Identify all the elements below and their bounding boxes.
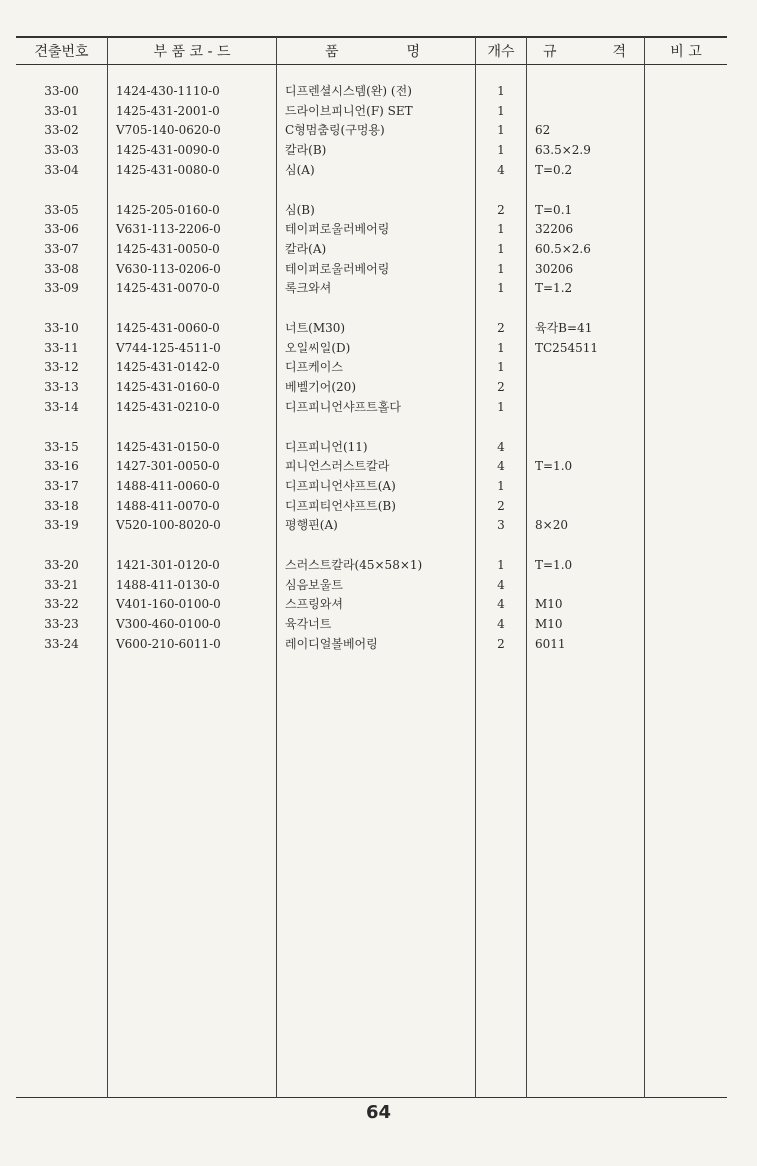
part-number-cell: 33-18 [44,498,79,513]
part-code-cell: 1488-411-0060-0 [116,478,220,493]
part-number-cell: 33-22 [44,597,79,612]
part-name-cell: 레이디얼볼베어링 [285,636,378,651]
part-name-cell: 심(A) [285,162,315,177]
part-name-cell: 육각너트 [285,617,332,632]
quantity-cell: 4 [497,617,505,632]
part-code-cell: 1425-431-0070-0 [116,281,220,296]
spec-cell: TC254511 [535,340,598,355]
part-number-cell: 33-00 [44,84,79,98]
part-code-cell: 1424-430-1110-0 [116,84,220,98]
part-name-cell: 디프피니언(11) [285,439,368,454]
spec-cell: M10 [535,597,563,612]
part-name-cell: 디프피티언샤프트(B) [285,498,396,513]
quantity-cell: 1 [497,478,505,493]
part-name-cell: 피니언스러스트칼라 [285,459,390,474]
spec-cell: 6011 [535,636,566,651]
part-number-cell: 33-05 [44,202,79,217]
part-name-cell: 테이퍼로울러베어링 [285,222,390,237]
header-code [108,38,276,64]
header-spec [527,38,644,64]
spec-cell: 32206 [535,222,574,237]
quantity-cell: 3 [497,518,505,533]
spec-cell: 육각B=41 [535,321,593,335]
spec-cell [535,437,643,457]
part-code-cell: 1425-431-0060-0 [116,321,220,335]
part-code-cell: 1425-431-0210-0 [116,399,220,414]
part-name-cell: 디프피니언샤프트(A) [285,478,396,493]
part-number-cell: 33-04 [44,162,79,177]
quantity-cell: 1 [497,558,505,572]
quantity-cell: 1 [497,143,505,158]
part-number-cell: 33-14 [44,399,79,414]
part-number-cell: 33-13 [44,380,79,395]
spec-cell: 30206 [535,261,574,276]
part-number-cell: 33-12 [44,360,79,375]
spec-cell [535,377,643,397]
spec-cell [535,575,643,595]
header-note [645,38,727,64]
part-name-cell: 베벨기어(20) [285,380,357,395]
part-code-cell: V631-113-2206-0 [116,222,221,237]
column-divider [644,37,645,1098]
part-code-cell: 1425-431-0090-0 [116,143,220,158]
quantity-cell: 4 [497,162,505,177]
part-code-cell: V300-460-0100-0 [116,617,221,632]
spec-cell: 63.5×2.9 [535,143,591,158]
part-number-cell: 33-17 [44,478,79,493]
part-name-cell: 심(B) [285,202,315,217]
quantity-cell: 1 [497,281,505,296]
part-code-cell: 1488-411-0130-0 [116,577,220,592]
quantity-cell: 4 [497,459,505,474]
quantity-cell: 2 [497,202,505,217]
spec-cell [535,101,643,121]
part-number-cell: 33-23 [44,617,79,632]
part-number-cell: 33-16 [44,459,79,474]
quantity-cell: 2 [497,498,505,513]
part-code-cell: 1425-431-0160-0 [116,380,220,395]
part-code-cell: V705-140-0620-0 [116,123,221,138]
part-code-cell: V744-125-4511-0 [116,340,221,355]
part-number-cell: 33-03 [44,143,79,158]
part-code-cell: V401-160-0100-0 [116,597,221,612]
quantity-cell: 1 [497,340,505,355]
part-number-cell: 33-19 [44,518,79,533]
part-name-cell: 스러스트칼라(45×58×1) [285,558,423,572]
part-name-cell: 오일씨일(D) [285,340,351,355]
column-divider [107,37,108,1098]
quantity-cell: 2 [497,380,505,395]
header-qty-label: 개수 [487,44,515,60]
header-spec-left: 규 [543,44,557,60]
part-name-cell: 칼라(A) [285,241,327,256]
spec-cell [535,397,643,417]
part-name-cell: 디프피니언샤프트홀다 [285,399,401,414]
part-name-cell: 드라이브피니언(F) SET [285,103,413,118]
column-divider [526,37,527,1098]
part-code-cell: 1488-411-0070-0 [116,498,220,513]
spec-cell: 60.5×2.6 [535,241,591,256]
part-code-cell: 1425-431-0150-0 [116,439,220,454]
part-name-cell: 록크와셔 [285,281,332,296]
part-number-cell: 33-09 [44,281,79,296]
spec-cell [535,81,643,101]
quantity-cell: 1 [497,123,505,138]
spec-cell: T=1.0 [535,459,573,474]
spec-cell [535,496,643,516]
quantity-cell: 4 [497,439,505,454]
part-code-cell: 1425-431-0050-0 [116,241,220,256]
spec-cell: M10 [535,617,563,632]
part-code-cell: V630-113-0206-0 [116,261,221,276]
header-no [16,38,107,64]
quantity-cell: 1 [497,261,505,276]
part-number-cell: 33-20 [44,558,79,572]
header-name-left: 품 [325,44,339,60]
spec-cell: T=0.2 [535,162,573,177]
header-name [277,38,475,64]
part-code-cell: V520-100-8020-0 [116,518,221,533]
part-number-cell: 33-21 [44,577,79,592]
bottom-rule [16,1097,727,1098]
part-name-cell: 심음보울트 [285,577,343,592]
part-code-cell: 1425-431-2001-0 [116,103,220,118]
header-rule [16,64,727,65]
quantity-cell: 2 [497,636,505,651]
quantity-cell: 1 [497,103,505,118]
part-name-cell: 디프렌셜시스템(완) (전) [285,84,412,98]
part-number-cell: 33-08 [44,261,79,276]
part-code-cell: V600-210-6011-0 [116,636,221,651]
part-name-cell: 평행핀(A) [285,518,338,533]
quantity-cell: 4 [497,597,505,612]
quantity-cell: 1 [497,84,505,98]
part-number-cell: 33-02 [44,123,79,138]
part-code-cell: 1425-205-0160-0 [116,202,220,217]
spec-cell: 62 [535,123,551,138]
part-code-cell: 1427-301-0050-0 [116,459,220,474]
quantity-cell: 4 [497,577,505,592]
part-number-cell: 33-15 [44,439,79,454]
quantity-cell: 1 [497,399,505,414]
part-name-cell: 너트(M30) [285,321,346,335]
column-divider [276,37,277,1098]
part-number-cell: 33-10 [44,321,79,335]
part-code-cell: 1421-301-0120-0 [116,558,220,572]
quantity-cell: 1 [497,241,505,256]
spec-cell [535,357,643,377]
spec-cell: T=1.2 [535,281,573,296]
part-number-cell: 33-11 [44,340,79,355]
page-number: 64 [365,1102,392,1123]
part-name-cell: 스프링와셔 [285,597,343,612]
header-code-label: 부 품 코 - 드 [153,44,231,60]
header-qty [476,38,526,64]
quantity-cell: 1 [497,222,505,237]
part-code-cell: 1425-431-0142-0 [116,360,220,375]
part-name-cell: 칼라(B) [285,143,327,158]
part-name-cell: 테이퍼로울러베어링 [285,261,390,276]
part-name-cell: 디프케이스 [285,360,343,375]
spec-cell: T=0.1 [535,202,573,217]
part-number-cell: 33-24 [44,636,79,651]
part-number-cell: 33-07 [44,241,79,256]
quantity-cell: 2 [497,321,505,335]
spec-cell [535,476,643,496]
header-spec-right: 격 [612,44,626,60]
header-note-label: 비 고 [670,44,702,60]
header-no-label: 견출번호 [34,44,89,60]
spec-cell: 8×20 [535,518,568,533]
header-name-right: 명 [406,44,420,60]
spec-cell: T=1.0 [535,558,573,572]
part-code-cell: 1425-431-0080-0 [116,162,220,177]
part-number-cell: 33-06 [44,222,79,237]
part-name-cell: C형멈춤링(구멍용) [285,123,385,138]
quantity-cell: 1 [497,360,505,375]
part-number-cell: 33-01 [44,103,79,118]
